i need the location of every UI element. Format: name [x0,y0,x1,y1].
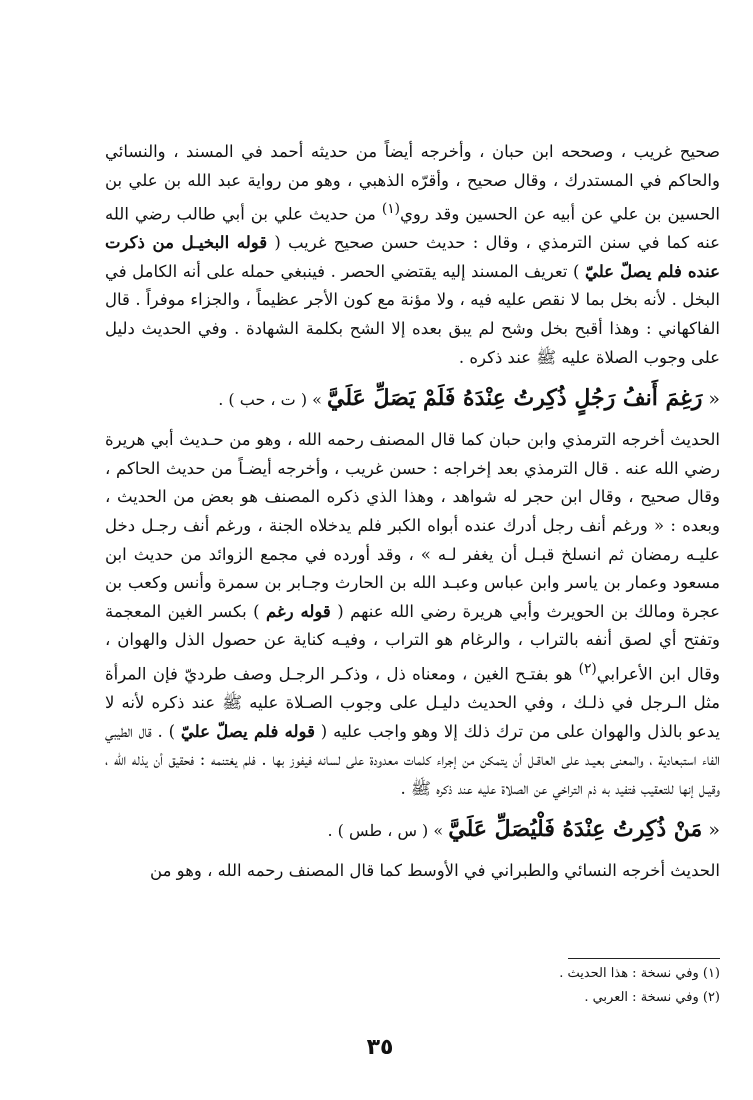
bold-quote: قوله رغم [266,601,331,621]
hadith-heading-2 [105,809,720,851]
paragraph-text: الحديث أخرجه الترمذي وابن حبان كما قال المصنف رحمه الله ، وهو من حـديث أبي هريرة رضي الله عنه . قال الترمذي بعد إخراجه : حسن غريب ، وأخرجه أيضـاً من حديث الحاكم ، وقال صحيح ، وقال ابن حجر له شواهد ، وهذا الذي ذكره المصنف هو بعض من الحديث ، وبعده : « ورغم أنف رجل أدرك عنده أبواه الكبر فلم يدخلاه الجنة ، ورغم أنف رجـل دخل عليـه رمضان ثم انسلخ قبـل أن يغفر لـه » ، وقد أورده في مجمع الزوائد من حديث ابن مسعود وعمار بن ياسر وابن عباس وعبـد الله بن الحارث وجـابر بن سمرة وأنس وكعب بن عجرة ومالك بن الحويرث وأبي هريرة رضي الله عنهم ( [105,430,721,621]
paragraph-commentary-3 [105,857,720,886]
footnote-divider [568,958,720,959]
paragraph-text: ) . قال الطيبي الفاء استبعادية ، والمعنى بعيـد على العاقـل أن يتمكن من إجراء كلمات معدودة على لسانه فيفوز بها . فلم يغتنمه : فحقيق أن يذله الله ، وقيـل إنها للتعقيب فتفيد به ذم التراخي عن الصلاة عليه عند ذكره ﷺ . [105,721,720,798]
paragraph-text: هو بفتـح الغين ، ومعناه ذل ، وذكـر الرجـل وصف طرديّ فإن المرأة مثل الـرجل في ذلـك ، وفي الحديث دليـل على وجوب الصـلاة عليه ﷺ عند ذكره لأنه لا يدعو بالذل والهوان على من ترك ذلك إلا وهو واجب عليه ( [105,664,720,741]
main-text [105,138,720,886]
paragraph-commentary-2 [105,426,720,803]
paragraph-text: من حديث علي بن أبي طالب رضي الله عنه كما في سنن الترمذي ، وقال : حديث حسن صحيح غريب ( [105,204,720,253]
quote-open: « [702,819,720,842]
paragraph-text: الحديث أخرجه النسائي والطبراني في الأوسط كما قال المصنف رحمه الله ، وهو من [150,861,720,881]
hadith-text: مَنْ ذُكِرتُ عِنْدَهُ فَلْيُصَلِّ عَلَيَّ [448,816,703,843]
quote-open: « [702,388,720,411]
footnotes [420,962,720,1010]
bold-quote: قوله فلم يصلّ عليّ [180,721,315,741]
footnote-2: (٢) وفي نسخة : العربي . [584,990,720,1005]
footnote-marker: (٢) [578,661,597,677]
hadith-reference: » ( س ، طس ) . [327,821,449,841]
footnote-marker: (١) [381,201,400,218]
hadith-heading-1 [105,378,720,420]
bold-quote: قوله البخيـل من ذكرت عنده فلم يصلّ عليّ [105,233,720,281]
paragraph-text: صحيح غريب ، وصححه ابن حبان ، وأخرجه أيضاً من حديثه أحمد في المسند ، والنسائي والحاكم في المستدرك ، وقال صحيح ، وأقرّه الذهبي ، وهو من رواية عبد الله بن علي بن الحسين بن علي عن أبيه عن الحسين وقد روي [105,142,720,224]
paragraph-text: ) بكسر الغين المعجمة وتفتح أي لصق أنفه بالتراب ، والرغام هو التراب ، وفيـه كناية عن حصول الذل والهوان ، وقال ابن الأعرابي [105,601,720,684]
hadith-reference: » ( ت ، حب ) . [218,390,328,410]
page-number: ٣٥ [366,1035,394,1060]
footnote-1: (١) وفي نسخة : هذا الحديث . [559,966,720,981]
paragraph-text: ) تعريف المسند إليه يقتضي الحصر . فينبغي حمله على أنه الكامل في البخل . لأنه بخل بما لا نقص عليه فيه ، ولا مؤنة مع كون الأجر عظيماً ، والجزاء موفراً . قال الفاكهاني : وهذا أقبح بخل وشح لم يبق بعده إلا الشح بكلمة الشهادة . وفي الحديث دليل على وجوب الصلاة عليه ﷺ عند ذكره . [105,261,720,367]
paragraph-commentary-1 [105,138,720,372]
hadith-text: رَغِمَ أَنفُ رَجُلٍ ذُكِرتُ عِنْدَهُ فَلَمْ يَصَلِّ عَلَيَّ [327,385,703,412]
